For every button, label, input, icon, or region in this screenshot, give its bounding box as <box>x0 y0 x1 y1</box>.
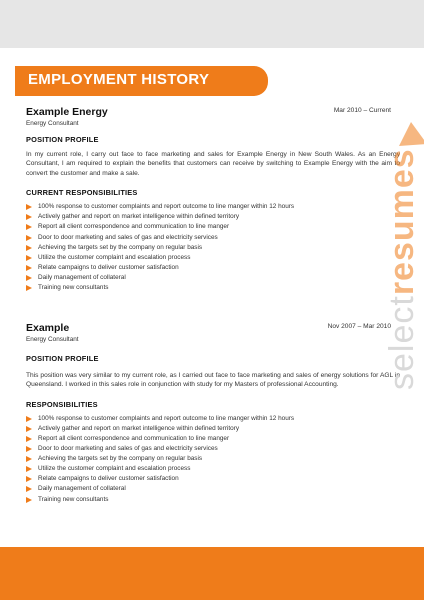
list-item: 100% response to customer complaints and report outcome to line manger within 12 hours <box>26 202 406 212</box>
arrow-bullet-icon <box>26 456 32 462</box>
employment-dates: Mar 2010 – Current <box>333 107 391 114</box>
position-profile-heading: POSITION PROFILE <box>26 354 99 363</box>
arrow-bullet-icon <box>26 416 32 422</box>
arrow-bullet-icon <box>26 224 32 230</box>
list-item: Achieving the targets set by the company on regular basis <box>26 454 406 464</box>
arrow-bullet-icon <box>26 466 32 472</box>
list-item: Utilize the customer complaint and escalation process <box>26 253 406 263</box>
arrow-bullet-icon <box>26 426 32 432</box>
employment-dates: Nov 2007 – Mar 2010 <box>327 323 391 330</box>
list-item: Relate campaigns to deliver customer satisfaction <box>26 474 406 484</box>
arrow-bullet-icon <box>26 275 32 281</box>
arrow-bullet-icon <box>26 476 32 482</box>
arrow-bullet-icon <box>26 497 32 503</box>
list-item: Door to door marketing and sales of gas and electricity services <box>26 233 406 243</box>
list-item: 100% response to customer complaints and report outcome to line manger within 12 hours <box>26 414 406 424</box>
list-item: Utilize the customer complaint and escalation process <box>26 464 406 474</box>
arrow-bullet-icon <box>26 235 32 241</box>
job-entry <box>26 322 406 505</box>
arrow-bullet-icon <box>26 214 32 220</box>
responsibilities-list <box>26 414 406 505</box>
top-header-band <box>0 0 424 48</box>
section-title: EMPLOYMENT HISTORY <box>28 71 210 88</box>
list-item: Actively gather and report on market intelligence within defined territory <box>26 212 406 222</box>
responsibilities-heading: CURRENT RESPONSIBILITIES <box>26 188 138 198</box>
list-item: Training new consultants <box>26 283 406 293</box>
position-profile-heading: POSITION PROFILE <box>26 135 99 144</box>
responsibilities-heading: RESPONSIBILITIES <box>26 399 98 409</box>
bottom-footer-band <box>0 547 424 600</box>
list-item: Actively gather and report on market intelligence within defined territory <box>26 424 406 434</box>
arrow-bullet-icon <box>26 486 32 492</box>
list-item: Daily management of collateral <box>26 273 406 283</box>
arrow-bullet-icon <box>26 245 32 251</box>
arrow-bullet-icon <box>26 204 32 210</box>
list-item: Report all client correspondence and communication to line manger <box>26 222 406 232</box>
position-profile-text: In my current role, I carry out face to face marketing and sales for Example Energy in New South Wales. As an Energy Consultant, I am required to explain the benefits that customers can receive by switching to Example Energy with the aim to convert the customer and make a sale. <box>26 151 400 177</box>
arrow-bullet-icon <box>26 255 32 261</box>
list-item: Daily management of collateral <box>26 484 406 494</box>
employer-name: Example Energy <box>26 106 108 118</box>
job-role: Energy Consultant <box>26 120 79 127</box>
arrow-bullet-icon <box>26 446 32 452</box>
list-item: Training new consultants <box>26 495 406 505</box>
employer-name: Example <box>26 322 70 334</box>
watermark-text-light: select <box>383 295 421 390</box>
list-item: Achieving the targets set by the company on regular basis <box>26 243 406 253</box>
responsibilities-list <box>26 202 406 293</box>
list-item: Door to door marketing and sales of gas and electricity services <box>26 444 406 454</box>
arrow-bullet-icon <box>26 436 32 442</box>
arrow-bullet-icon <box>26 285 32 291</box>
arrow-bullet-icon <box>26 265 32 271</box>
list-item: Report all client correspondence and communication to line manger <box>26 434 406 444</box>
job-entry <box>26 106 406 293</box>
list-item: Relate campaigns to deliver customer satisfaction <box>26 263 406 273</box>
position-profile-text: This position was very similar to my current role, as I carried out face to face marketing and sales of energy solutions for AGL in Queensland. I worked in this sales role in conjunction with study for my Masters of professional Accounting. <box>26 372 400 389</box>
watermark-arrow-icon <box>399 122 424 146</box>
svg-text:selectresumes <box>383 148 421 390</box>
select-resumes-watermark-logo <box>377 120 424 400</box>
watermark-text-accent: resumes <box>383 148 421 296</box>
job-role: Energy Consultant <box>26 336 79 343</box>
